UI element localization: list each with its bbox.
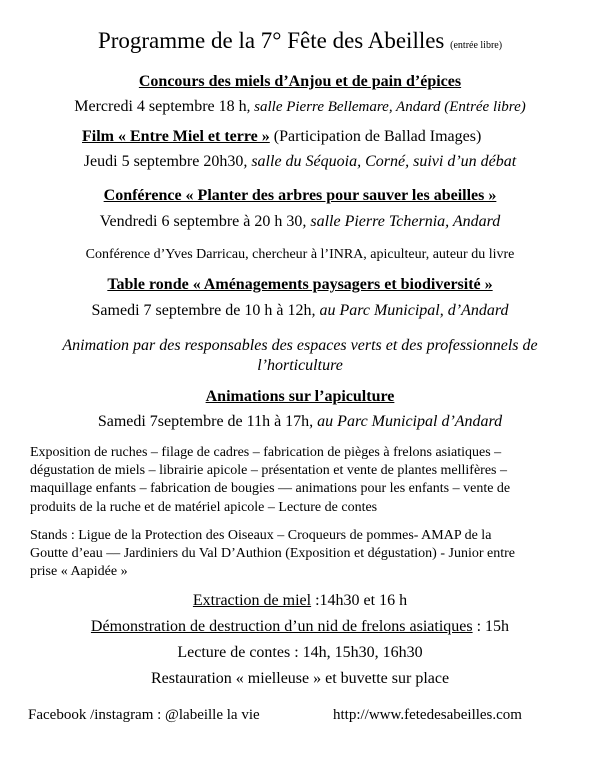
demonstration-line [0,618,600,636]
activities-line: produits de la ruche et de matériel apicole – Lecture de contes [30,499,378,515]
activities-line: Exposition de ruches – filage de cadres – fabrication de pièges à frelons asiatiques – [30,445,502,460]
animations-details [0,413,600,431]
lecture-line: Lecture de contes : 14h, 15h30, 16h30 [177,644,423,661]
table-ronde-animation-line1: Animation par des responsables des espaces verts et des professionnels de [62,337,538,354]
table-ronde-details [0,302,600,320]
animations-heading: Animations sur l’apiculture [205,388,395,405]
concours-details [0,98,600,116]
table-ronde-animation-line2: l’horticulture [257,357,343,374]
stands-line: prise « Aapidée » [30,564,128,580]
stands-line: Stands : Ligue de la Protection des Oiseaux – Croqueurs de pommes- AMAP de la [30,528,492,543]
table-ronde-place: , au Parc Municipal, d’Andard [311,302,509,319]
demonstration-label: Démonstration de destruction d’un nid de frelons asiatiques [90,618,473,635]
film-heading-line [82,128,481,146]
concours-heading: Concours des miels d’Anjou et de pain d’épices [138,73,462,90]
title-note: (entrée libre) [450,40,503,51]
conference-place: , salle Pierre Tchernia, Andard [302,213,501,230]
page-title [0,28,600,54]
extraction-label: Extraction de miel [192,592,312,609]
extraction-line [0,592,600,610]
extraction-times: :14h30 et 16 h [311,592,408,609]
conference-speaker: Conférence d’Yves Darricau, chercheur à l’INRA, apiculteur, auteur du livre [85,247,515,262]
film-place: , salle du Séquoia, Corné, suivi d’un débat [243,153,517,170]
footer-social: Facebook /instagram : @labeille la vie [28,707,260,723]
table-ronde-heading: Table ronde « Aménagements paysagers et biodiversité » [107,276,493,293]
animations-stands [30,527,578,582]
table-ronde-date: Samedi 7 septembre de 10 h à 12h [91,302,312,319]
animations-activities [30,444,578,517]
stands-line: Goutte d’eau –– Jardiniers du Val D’Authion (Exposition et dégustation) - Junior entre [30,546,515,562]
title-main: Programme de la 7° Fête des Abeilles [97,28,445,53]
restauration-line: Restauration « mielleuse » et buvette sur place [150,670,450,687]
concours-place: , salle Pierre Bellemare, Andard (Entrée libre) [246,99,526,115]
conference-heading: Conférence « Planter des arbres pour sauver les abeilles » [103,187,497,204]
animations-place: , au Parc Municipal d’Andard [309,413,503,430]
activities-line: maquillage enfants – fabrication de bougies –– animations pour les enfants – vente de [30,481,511,497]
activities-line: dégustation de miels – librairie apicole – présentation et vente de plantes mellifères – [30,463,508,479]
film-date: Jeudi 5 septembre 20h30 [83,153,244,170]
demonstration-time: : 15h [472,618,510,635]
footer-website[interactable]: http://www.fetedesabeilles.com [333,707,522,723]
film-heading: Film « Entre Miel et terre » [82,128,270,145]
film-participation: (Participation de Ballad Images) [269,128,482,145]
animations-date: Samedi 7septembre de 11h à 17h [97,413,310,430]
concours-date: Mercredi 4 septembre 18 h [74,98,247,115]
conference-details [0,213,600,231]
conference-date: Vendredi 6 septembre à 20 h 30 [99,213,303,230]
film-details [0,153,600,171]
